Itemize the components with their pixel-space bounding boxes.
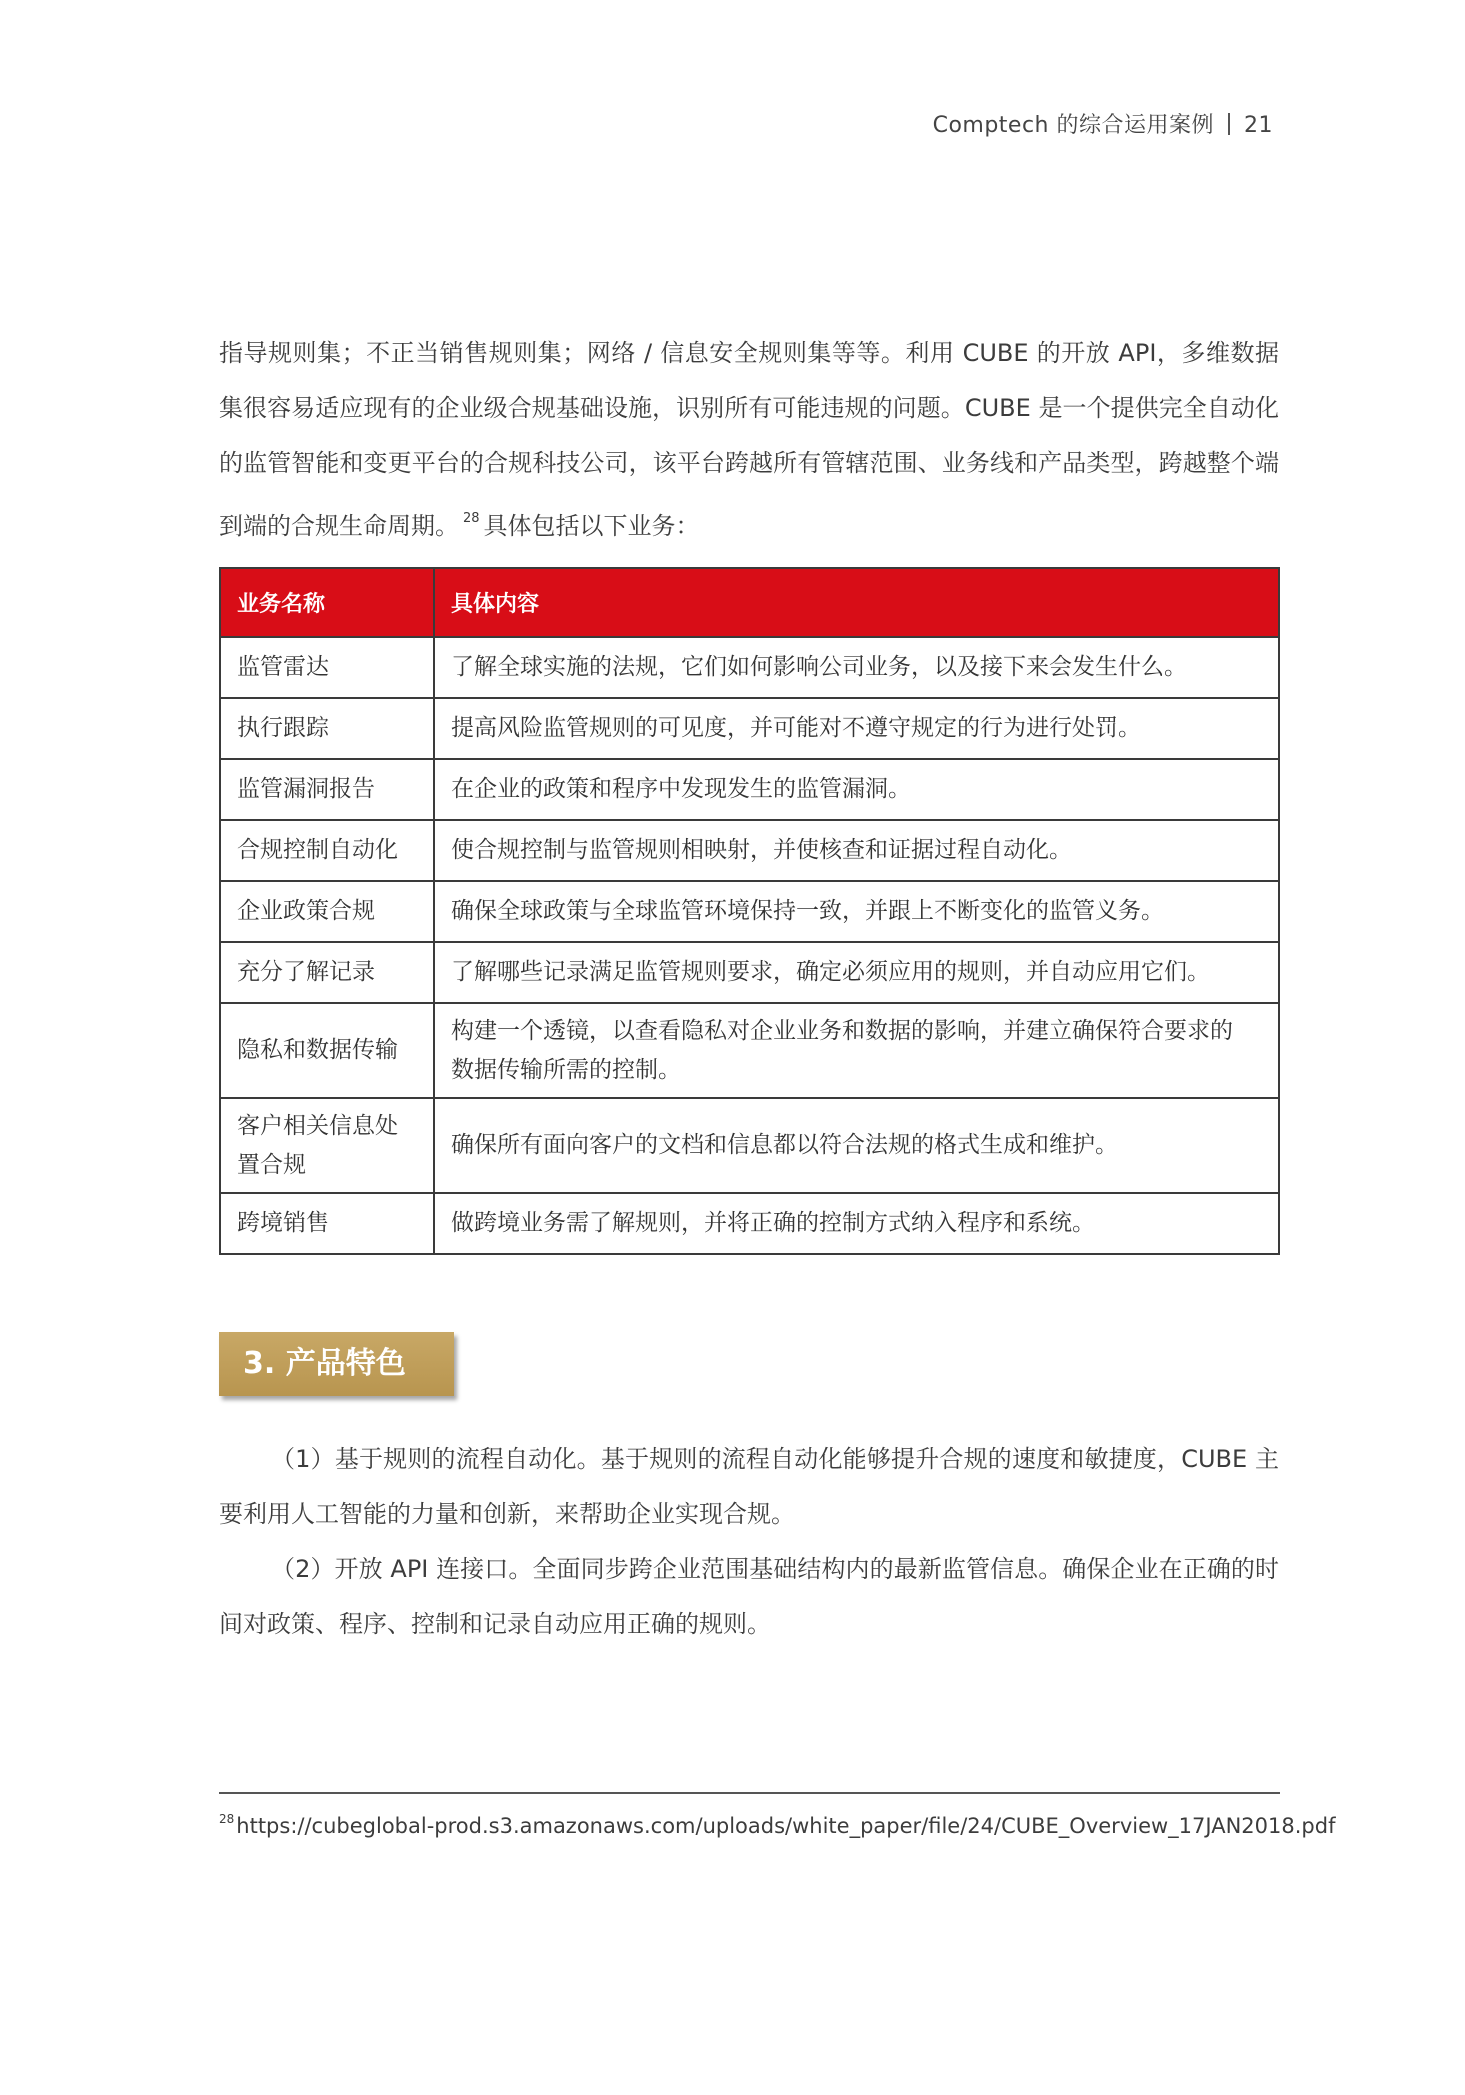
business-name-cell: 监管雷达: [220, 637, 434, 698]
intro-text: 指导规则集；不正当销售规则集；网络 / 信息安全规则集等等。利用 CUBE 的开放 API，多维数据集很容易适应现有的企业级合规基础设施，识别所有可能违规的问题。CUBE 是一个提供完全自动化的监管智能和变更平台的合规科技公司，该平台跨越所有管辖范围、业务线和产品类型，跨越整个端到端的合规生命周期。: [219, 339, 1279, 540]
business-name-cell: 充分了解记录: [220, 942, 434, 1003]
business-name-cell: 客户相关信息处置合规: [220, 1098, 434, 1193]
business-content-cell: 确保所有面向客户的文档和信息都以符合法规的格式生成和维护。: [434, 1098, 1279, 1193]
feature-paragraph: （2）开放 API 连接口。全面同步跨企业范围基础结构内的最新监管信息。确保企业在正确的时间对政策、程序、控制和记录自动应用正确的规则。: [219, 1555, 1279, 1638]
business-content-cell: 了解全球实施的法规，它们如何影响公司业务，以及接下来会发生什么。: [434, 637, 1279, 698]
business-name-cell: 合规控制自动化: [220, 820, 434, 881]
intro-paragraph: [219, 326, 1279, 554]
footnote-url[interactable]: https://cubeglobal-prod.s3.amazonaws.com/uploads/white_paper/file/24/CUBE_Overview_17JAN2018.pdf: [236, 1814, 1336, 1838]
business-content-cell: 在企业的政策和程序中发现发生的监管漏洞。: [434, 759, 1279, 820]
header-divider: [1228, 113, 1230, 135]
column-header-name: 业务名称: [220, 568, 434, 637]
table-row: [220, 637, 1279, 698]
business-table: [219, 567, 1280, 1255]
footnote: [219, 1812, 1335, 1838]
footnote-divider: [219, 1792, 1280, 1794]
table-header-row: [220, 568, 1279, 637]
table-row: [220, 1098, 1279, 1193]
table-row: [220, 1193, 1279, 1254]
table-row: [220, 759, 1279, 820]
column-header-content: 具体内容: [434, 568, 1279, 637]
business-name-cell: 隐私和数据传输: [220, 1003, 434, 1098]
feature-paragraph: （1）基于规则的流程自动化。基于规则的流程自动化能够提升合规的速度和敏捷度，CUBE 主要利用人工智能的力量和创新，来帮助企业实现合规。: [219, 1445, 1279, 1528]
business-content-cell: 提高风险监管规则的可见度，并可能对不遵守规定的行为进行处罚。: [434, 698, 1279, 759]
business-name-cell: 企业政策合规: [220, 881, 434, 942]
table-row: [220, 942, 1279, 1003]
table-row: [220, 881, 1279, 942]
business-content-cell: 构建一个透镜，以查看隐私对企业业务和数据的影响，并建立确保符合要求的数据传输所需的控制。: [434, 1003, 1279, 1098]
footnote-number: 28: [219, 1812, 235, 1826]
table-row: [220, 820, 1279, 881]
business-content-cell: 做跨境业务需了解规则，并将正确的控制方式纳入程序和系统。: [434, 1193, 1279, 1254]
footnote-ref[interactable]: 28: [463, 511, 480, 526]
header-title: Comptech 的综合运用案例: [932, 113, 1214, 138]
business-name-cell: 执行跟踪: [220, 698, 434, 759]
running-header: [933, 108, 1273, 139]
features-body: [219, 1432, 1279, 1652]
business-content-cell: 使合规控制与监管规则相映射，并使核查和证据过程自动化。: [434, 820, 1279, 881]
business-content-cell: 了解哪些记录满足监管规则要求，确定必须应用的规则，并自动应用它们。: [434, 942, 1279, 1003]
business-name-cell: 监管漏洞报告: [220, 759, 434, 820]
table-row: [220, 1003, 1279, 1098]
business-content-cell: 确保全球政策与全球监管环境保持一致，并跟上不断变化的监管义务。: [434, 881, 1279, 942]
business-name-cell: 跨境销售: [220, 1193, 434, 1254]
intro-text-end: 具体包括以下业务：: [483, 512, 700, 540]
section-heading: 3. 产品特色: [219, 1332, 454, 1396]
page-number: 21: [1244, 113, 1273, 138]
table-row: [220, 698, 1279, 759]
